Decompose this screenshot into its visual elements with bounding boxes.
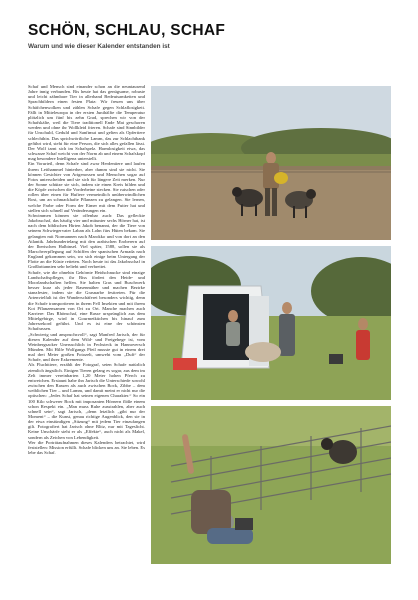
article-paragraph: Schwimmen können sie offenbar auch: Das gefleckte Jakobsschaf, das häufig vier und mitunter sechs Hörner hat, ist nach dem biblischen Hirten Jakob benannt, der die Tiere von seinem Schwiegervater Laban als Lohn fürs Hüten bekam. Sie gelangten mit Normannen nach Marokko und von dort an den Atlantik. Jahrhundertelang mit den arabischen Eroberern auf der Iberischen Halbinsel. Viel später, 1588, sollen sie als Marschverpflegung auf Schiffen der spanischen Armada nach England gekommen sein, wo sich einige beim Untergang der Flotte an die Küste retteten. Noch heute ist das Jakobsschaf in Großbritannien sehr beliebt und verbreitet. xyxy=(28,212,145,270)
article-headline: SCHÖN, SCHLAU, SCHAF xyxy=(28,22,226,39)
photo-shepherd-with-sheep xyxy=(151,86,391,240)
article-paragraph: Wer die Porträtaufnahmen dieses Kalenders betrachtet, wird feststellen: Mission erfüllt. Schafe blicken uns an. Sie leben. Es lebe das Schaf. xyxy=(28,439,145,456)
article-paragraph: Schafe, wie die ohnehin Gehörnte Heidschnucke sind einzige Landschaftspfleger, ihr Biss fördert den Heide- und Moorlandschaften helfen. Sie halten Gras und Buschwerk besser kurz als jeder Rasenmäher und machen Bezirke stanzfester, indem sie die Grasnarbe festtreten. Für die Artenvielfalt ist der Wanderschäferei besonders wichtig, denn die Schafe transportieren in ihrem Fell Insekten und mit ihrem Kot Pflanzensamen von Ort zu Ort. Manche machen auch Karriere: Das Rhönschaf, eine Rasse ursprünglich aus dem Mittelgebirge, wird in Gourmetküchen bis hinauf zum Jahresrekord geführt. Und es ist eine der schönsten Schafrassen. xyxy=(28,269,145,332)
article-paragraph: „Schwierig und anspruchsvoll“, sagt Manfred Jarisch, der für diesen Kalender auf dem Wild- und Freigehege ist, vom Weinbergsacker Uneruschlich in Fechsteck in Hannoversch Münden. Mit Hilfe Wolfgangs Pfeil musste gut in einem drei mal drei Meter großen Fotozelt, umweht vom „Duft“ der Schafe, und ihrer Exkremente. xyxy=(28,331,145,363)
photo-tent-studio xyxy=(151,246,391,400)
article-paragraph: Schaf und Mensch sind einander schon an die neuntausend Jahre innig verbunden. Bis heute hat das genügsame, robuste und leicht zähmbare Tier in allerhand Bedeutsamkeiten und Sprachbildern einen festen Platz: Wir freuen uns über Schäfchenwolken und zählen Schafe gegen Schlaflosigkeit. Fällt in Mitteleuropa in der ersten Junihälfte die Temperatur plötzlich um fünf bis zehn Grad, sprechen wir von der Schafskälte, weil die Tiere traditionell Ende Mai geschoren werden und ohne ihr Wollkleid frieren. Schafe sind Sinnbilder für Unschuld, Geduld und Sanftmut und gelten als Opfertiere schlechthin. Das sprichwörtliche Lamm, das zur Schlachtbank geführt wird, steht für eine Person, die sich alles gefallen lässt. Der Wolf tarnt sich im Schafspelz. Harmlosigkeit etwa, das schwarze Schaf weicht von der Norm ab und einem Schafskopf mag besondere Intelligenz unterstellt. xyxy=(28,84,145,162)
article-paragraph: Als Fluchttiere, erzählt der Fotograf, seien Schafe natürlich ziemlich ängstlich. Einigen Tieren gelang es sogar, aus dem im Zelt immer vereinbarten 1,20 Meter hohen Pferch zu entweichen. Erstaunt habe ihn Jarisch die Unterschiede sowohl zwischen den Rassen als auch zwischen Bock, Zibbe – dem weiblichen Tier – und Lamm, und damit meint er nicht nur die optischen: „Jedes Schaf hat seinen eigenen Charakter.“ So ein 100 Kilo schwerer Bock mit imposanten Hörnern flöße einem schon Respekt ein. „Man muss Ruhe ausstrahlen, aber auch schnell sein“, sagt Jarisch, „denn letztlich „gibt nur der Moment“ – die Kunst, genau richtige Augenblick, den sie in der etwa einstündigen „Sitzung“ mit jedem Tier einzufangen gilt. Fotografiert hat Jarisch ohne Blitz, nur mit Tageslicht. Keine Unschärfe sieht er als „Effekte“, auch nicht als Makel, sondern als Zeichen von Lebendigkeit. xyxy=(28,362,145,440)
article-body xyxy=(28,84,145,590)
photo-man-kneeling-with-sheep xyxy=(151,406,391,564)
article-subhead: Warum und wie dieser Kalender entstanden ist xyxy=(28,43,170,50)
article-paragraph: Ein Vorurteil, denn Schafe sind zwar Herdentiere und laufen ihrem Leithammel hinterher, aber dumm sind sie nicht. Sie können Gesichter von Artgenossen und Menschen sogar auf Fotos unterscheiden und sie sich für längere Zeit merken. Nur der Sonne schütze sie sich, indem sie einen Kreis bilden und die Köpfe zwischen die Vorderbeine stecken. Sie rutschen oder rollen über einen für Hufiere vermeintlich unüberwindlichen Rost, um an schmackhafte Pflanzen zu gelangen. Sie lernen, welche Farbe oder Form der Eimer mit dem Futter hat und stellen sich schnell auf Veränderungen ein. xyxy=(28,161,145,213)
